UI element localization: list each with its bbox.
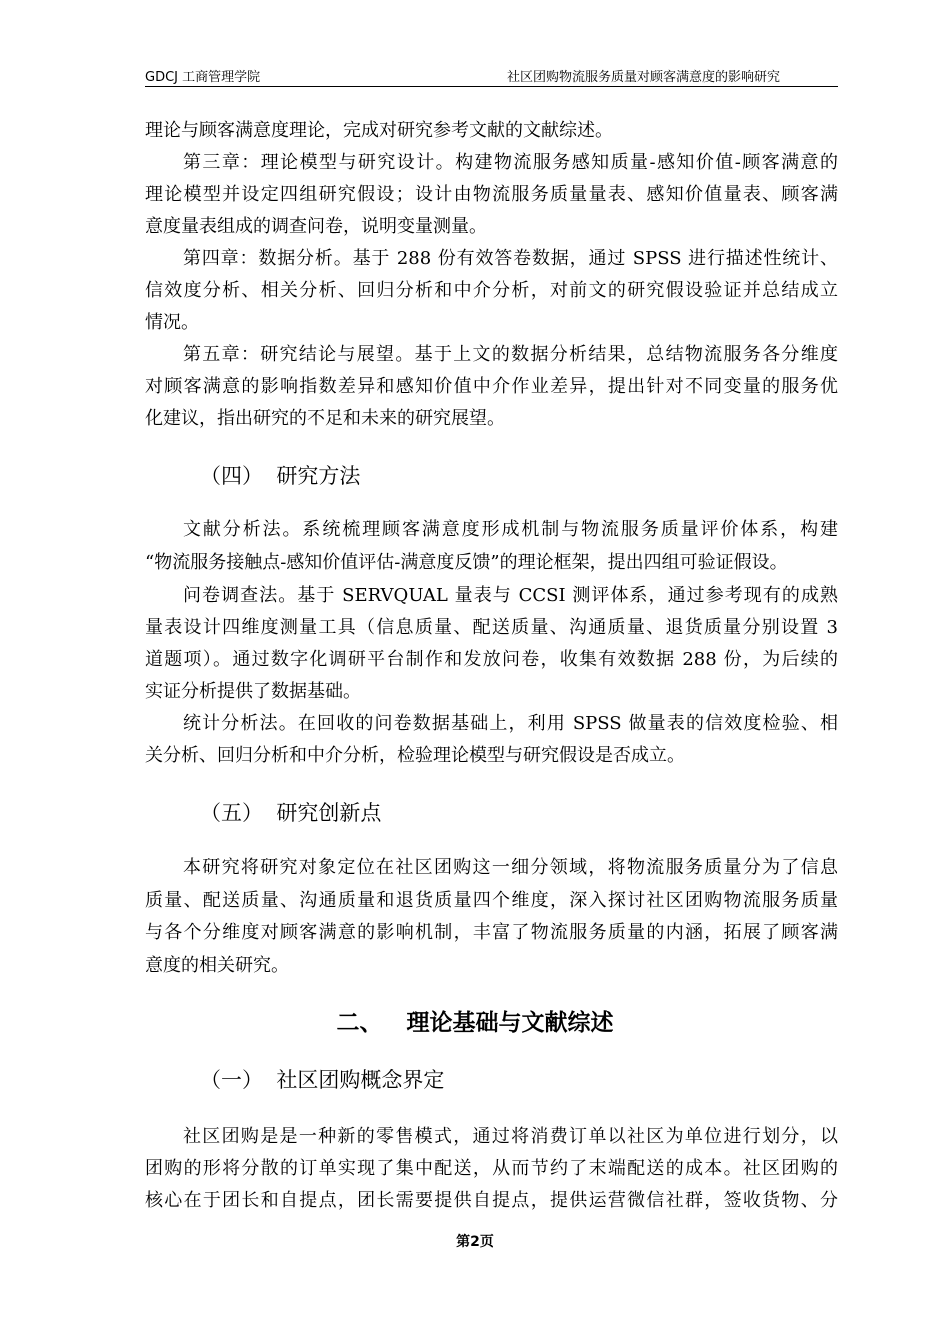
paragraph-line: 第五章：研究结论与展望。基于上文的数据分析结果，总结物流服务各分维度: [183, 344, 838, 365]
paragraph-line: 第四章：数据分析。基于 288 份有效答卷数据，通过 SPSS 进行描述性统计、: [183, 248, 838, 269]
paragraph-line: 意度的相关研究。: [145, 954, 289, 976]
page-number: 第2页: [456, 1234, 494, 1250]
paragraph-line: 量表设计四维度测量工具（信息质量、配送质量、沟通质量、退货质量分别设置 3: [145, 617, 838, 638]
paragraph-line: 本研究将研究对象定位在社区团购这一细分领域，将物流服务质量分为了信息: [183, 857, 838, 878]
header-left: GDCJ 工商管理学院: [145, 70, 261, 85]
paragraph-line: 与各个分维度对顾客满意的影响机制，丰富了物流服务质量的内涵，拓展了顾客满: [145, 922, 838, 943]
header-rule: [145, 86, 838, 87]
chapter-heading: 二、 理论基础与文献综述: [336, 1010, 614, 1036]
paragraph-line: 团购的形将分散的订单实现了集中配送，从而节约了末端配送的成本。社区团购的: [145, 1158, 838, 1179]
paragraph-line: 信效度分析、相关分析、回归分析和中介分析，对前文的研究假设验证并总结成立: [145, 280, 838, 301]
paragraph-line: 对顾客满意的影响指数差异和感知价值中介作业差异，提出针对不同变量的服务优: [145, 376, 838, 397]
header-right: 社区团购物流服务质量对顾客满意度的影响研究: [506, 70, 780, 85]
paragraph-line: 情况。: [145, 312, 199, 333]
paragraph-line: 文献分析法。系统梳理顾客满意度形成机制与物流服务质量评价体系，构建: [183, 519, 838, 540]
paragraph-line: 实证分析提供了数据基础。: [145, 681, 361, 702]
paragraph-line: 核心在于团长和自提点，团长需要提供自提点，提供运营微信社群，签收货物、分: [145, 1190, 838, 1211]
paragraph-line: 关分析、回归分析和中介分析，检验理论模型与研究假设是否成立。: [145, 745, 685, 766]
paragraph-line: 第三章：理论模型与研究设计。构建物流服务感知质量-感知价值-顾客满意的: [183, 152, 838, 173]
paragraph-line: 理论模型并设定四组研究假设；设计由物流服务质量量表、感知价值量表、顾客满: [145, 184, 838, 205]
paragraph-line: 意度量表组成的调查问卷，说明变量测量。: [145, 216, 487, 237]
paragraph-line: 化建议，指出研究的不足和未来的研究展望。: [145, 408, 505, 429]
paragraph-line: “物流服务接触点-感知价值评估-满意度反馈”的理论框架，提出四组可验证假设。: [145, 552, 788, 573]
paragraph-line: 社区团购是是一种新的零售模式，通过将消费订单以社区为单位进行划分，以: [183, 1126, 838, 1147]
section-heading-concept: （一） 社区团购概念界定: [200, 1068, 445, 1092]
paragraph-line: 问卷调查法。基于 SERVQUAL 量表与 CCSI 测评体系，通过参考现有的成熟: [183, 585, 838, 606]
section-heading-innovation: （五） 研究创新点: [200, 801, 382, 825]
paragraph-line: 理论与顾客满意度理论，完成对研究参考文献的文献综述。: [145, 120, 613, 141]
paragraph-line: 质量、配送质量、沟通质量和退货质量四个维度，深入探讨社区团购物流服务质量: [145, 889, 838, 911]
paragraph-line: 道题项）。通过数字化调研平台制作和发放问卷，收集有效数据 288 份，为后续的: [145, 649, 838, 670]
paragraph-line: 统计分析法。在回收的问卷数据基础上，利用 SPSS 做量表的信效度检验、相: [183, 713, 838, 734]
section-heading-methods: （四） 研究方法: [200, 464, 361, 488]
